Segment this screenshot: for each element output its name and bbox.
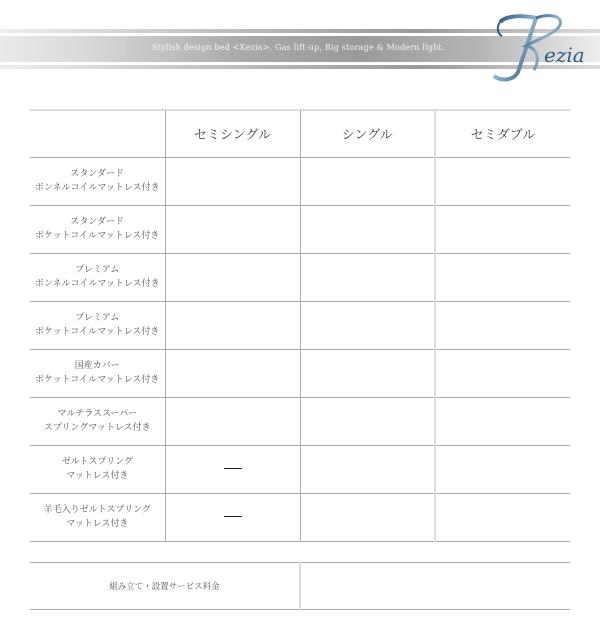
price-cell (165, 349, 300, 397)
price-cell (300, 445, 435, 493)
price-cell (300, 301, 435, 349)
row-label-line2: ボンネルコイルマットレス付き (34, 183, 160, 193)
price-cell (435, 205, 570, 253)
price-cell (165, 205, 300, 253)
kezia-logo (478, 10, 593, 85)
row-label-line2: マットレス付き (66, 519, 129, 529)
row-label-line1: スタンダード (70, 169, 125, 179)
price-cell (300, 493, 435, 541)
service-table (30, 562, 570, 610)
row-label-line1: プレミアム (75, 313, 120, 323)
price-table (30, 109, 570, 542)
table-row (30, 157, 570, 205)
row-label-line2: ポケットコイルマットレス付き (35, 327, 160, 337)
row-label-line1: プレミアム (75, 265, 120, 275)
price-cell (165, 493, 300, 541)
header-tagline: Stylish design bed <Kezia>. Gas lift-up, Big storage & Modern light. (152, 43, 445, 52)
row-label (30, 157, 165, 205)
price-cell (165, 157, 300, 205)
row-label (30, 445, 165, 493)
row-label (30, 301, 165, 349)
price-cell (435, 349, 570, 397)
row-label (30, 397, 165, 445)
column-header-semi-single: セミシングル (165, 110, 300, 157)
row-label-line2: マットレス付き (66, 471, 129, 481)
svg-text:ezia: ezia (544, 43, 585, 67)
row-label-line1: スタンダード (70, 217, 125, 227)
row-label-line1: 国産カバー (74, 361, 120, 371)
price-cell (300, 253, 435, 301)
row-label-line1: ゼルトスプリング (61, 457, 133, 467)
price-cell (435, 157, 570, 205)
price-cell (300, 157, 435, 205)
row-label-line2: スプリングマットレス付き (43, 423, 151, 433)
price-cell (300, 349, 435, 397)
column-header-semi-double: セミダブル (435, 110, 570, 157)
table-header-row (30, 110, 570, 157)
table-row (30, 445, 570, 493)
row-label-line2: ボンネルコイルマットレス付き (34, 279, 160, 289)
row-label (30, 205, 165, 253)
not-available-dash (224, 516, 242, 517)
price-cell (165, 253, 300, 301)
table-row (30, 349, 570, 397)
corner-cell (30, 110, 165, 157)
table-row (30, 493, 570, 541)
table-row (30, 397, 570, 445)
price-cell (165, 301, 300, 349)
row-label (30, 253, 165, 301)
price-cell (435, 397, 570, 445)
service-row (30, 563, 570, 610)
price-cell (435, 445, 570, 493)
row-label-line2: ポケットコイルマットレス付き (35, 375, 160, 385)
row-label (30, 493, 165, 541)
price-cell (435, 253, 570, 301)
price-cell (300, 205, 435, 253)
price-cell (435, 493, 570, 541)
price-cell (165, 397, 300, 445)
price-cell (300, 397, 435, 445)
not-available-dash (224, 468, 242, 469)
service-value (300, 563, 570, 610)
service-label: 組み立て・設置サービス料金 (30, 563, 300, 610)
table-row (30, 301, 570, 349)
row-label-line1: 羊毛入りゼルトスプリング (43, 505, 151, 515)
price-cell (165, 445, 300, 493)
row-label (30, 349, 165, 397)
column-header-single: シングル (300, 110, 435, 157)
table-row (30, 253, 570, 301)
row-label-line2: ポケットコイルマットレス付き (35, 231, 160, 241)
row-label-line1: マルチラススーパー (57, 409, 138, 419)
price-cell (435, 301, 570, 349)
table-row (30, 205, 570, 253)
